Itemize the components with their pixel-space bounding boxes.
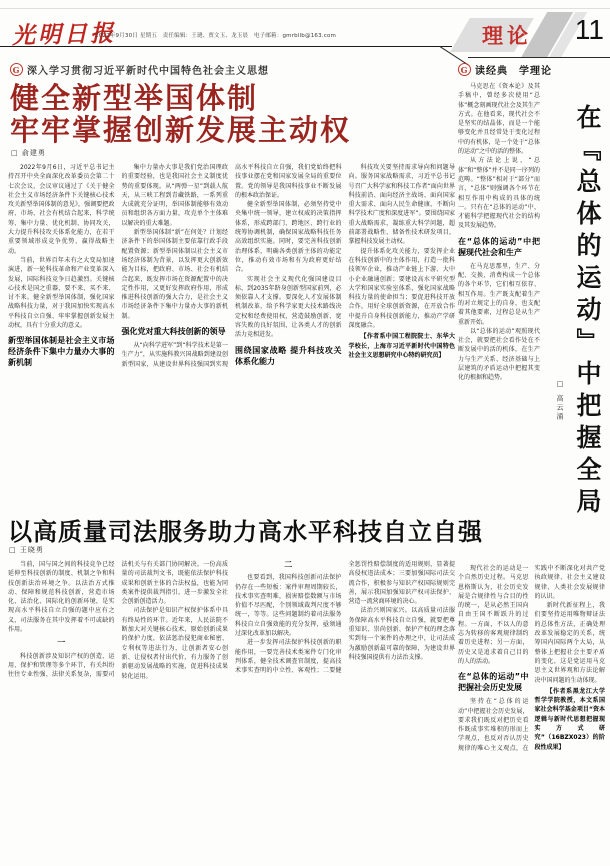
dateline: 2022年9月30日 星期五 责任编辑：王琎、贾文玉、龙玉晨 电子邮箱：gmrbllb@163.com	[95, 33, 337, 39]
paragraph-p: 法治兴则国家兴。以高质量司法服务保障高水平科技自立自强，就要把尊重知识、崇尚创新、保护产权的理念落实到每一个案件的办理之中，让司法成为激励创新最可靠的保障，为建设世界科技强国提供有力法治支撑。	[348, 607, 455, 661]
right-author: □ 高云涌	[556, 380, 564, 422]
paragraph-p: 现代社会的运动是一个自然历史过程。马克思恩格斯认为，社会历史发展是合规律性与合目的性的统一，是从必然王国向自由王国不断跃升的过程。一方面，不以人的意志为转移的客观规律制约着历史进程；另一方面，历史又是追求着自己目的的人的活动。	[458, 565, 529, 665]
main-headline	[10, 82, 351, 146]
main-kicker-label: 深入学习贯彻习近平新时代中国特色社会主义思想	[27, 66, 269, 77]
right-vertical-headline: 在『总体的运动』中把握全局	[573, 104, 602, 520]
paragraph-p: 坚持在“总体的运动”中把握社会历史发展，要求我们既反对把历史看作既成事实堆积的形而上学观点，也反对否认历史规律的唯心主义观点，在实践中不断深化对共产党执政规律、社会主义建设规律、人类社会发展规律的认识。	[458, 565, 605, 752]
paragraph-p: 从方法论上说，“总体”和“整体”并不是同一序列的范畴。“整体”相对于“部分”而言，“总体”则强调各个环节在相互作用中构成的具体的统一。只有在“总体的运动”中，才能科学把握现代社会的结构及其发展趋势。	[458, 157, 540, 230]
paragraph-p: 新型举国体制“新”在何处？计划经济条件下的举国体制主要依靠行政手段配置资源；新型举国体制以社会主义市场经济体制为背景，以发挥更大创新效能为目标，把政府、市场、社会有机结合起来，既发挥市场在资源配置中的决定性作用，又更好发挥政府作用，形成推进科技创新的强大合力，是社会主义市场经济条件下集中力量办大事的新机制。	[121, 229, 228, 320]
section-title: 理论	[482, 23, 532, 48]
section-tab	[438, 12, 610, 58]
paragraph-p: 科技攻关要坚持需求导向和问题导向。服务国家战略需求，习近平总书记号召广大科学家和科技工作者“面向世界科技前沿、面向经济主战场、面向国家重大需求、面向人民生命健康，不断向科学技术广度和深度进军”。要围绕国家重大战略需求，凝练重大科学问题，超前部署战略性、储备性技术研发项目，掌握科技发展主动权。	[348, 164, 455, 246]
paragraph-subhead: 在“总体的运动”中把握社会历史发展	[458, 672, 529, 693]
main-author: □ 俞建勇	[11, 149, 46, 157]
paragraph-marker: 一	[57, 638, 66, 648]
paragraph-credit: 【作者系黑龙江大学哲学学院教授，本文系国家社会科学基金项目“资本逻辑与新时代思想把握现实方式研究”（16BZX023）的阶段性成果】	[534, 687, 605, 751]
paragraph-p: 也要看到，我国科技创新司法保护仍存在一些短板：案件审理周期较长，技术事实查明难，损害赔偿数额与市场价值不尽匹配，个别领域裁判尺度不够统一，等等。这些问题制约着司法服务科技自立自强效能的充分发挥，亟须通过深化改革加以解决。	[235, 574, 342, 638]
guangming-g-icon: G	[458, 63, 471, 76]
paragraph-p: 司法保护是知识产权保护体系中具有终局性的环节。近年来，人民法院不断加大对关键核心技术、原始创新成果的保护力度，依法惩治侵犯商业秘密、专利权等违法行为，让创新者安心创新、让侵权者付出代价，有力服务了创新驱动发展战略的实施，促进科技成果转化运用。	[121, 607, 228, 680]
paragraph-p: 马克思在《资本论》及其手稿中，曾经多次使用“总体”概念刻画现代社会及其生产方式。在他看来，现代社会不是坚实的结晶体，而是一个能够变化并且经常处于变化过程中的有机体，是一个处于“总体的运动”之中的活的整体。	[458, 83, 540, 156]
paragraph-p: 新时代新征程上，我们要坚持运用唯物辩证法的总体性方法，正确处理改革发展稳定的关系，统筹国内国际两个大局，从整体上把握社会主要矛盾的变化，这是党运用马克思主义世界观和方法论解决中国问题的生动体现。	[534, 602, 605, 684]
newspaper-logo: 光明日报	[11, 19, 117, 50]
guangming-g-icon: G	[10, 63, 23, 76]
paragraph-p: 健全新型举国体制，必须坚持党中央集中统一领导，建立权威的决策指挥体系，形成跨部门、跨地区、跨行业的统筹协调机制，确保国家战略科技任务高效组织实施。同时，要完善科技创新治理体系，明确各类创新主体的功能定位，推动有效市场和有为政府更好结合。	[235, 201, 342, 274]
paragraph-p: 提升体系化攻关能力，要发挥企业在科技创新中的主体作用，打造一批科技领军企业，推动产业链上下游、大中小企业融通创新；要建设高水平研究型大学和国家实验室体系，强化国家战略科技力量的使命担当；要促进科技开放合作，用好全球创新资源，在开放合作中提升自身科技创新能力，推动产学研深度融合。	[348, 247, 455, 330]
paragraph-p: 以“总体的运动”观照现代社会，就要把社会看作处在不断发展中的活的机体，在生产力与生产关系、经济基础与上层建筑的矛盾运动中把握其变化的根据和趋势。	[458, 327, 540, 382]
main-article-body	[8, 163, 455, 545]
paragraph-p: 集中力量办大事是我们党治国理政的重要经验，也是我国社会主义制度优势的重要体现。从“两弹一星”到载人航天，从三峡工程到青藏铁路，一系列重大成就充分证明，举国体制能够有效动员和组织各方面力量，攻克单个主体难以解决的重大难题。	[121, 164, 228, 227]
paragraph-subhead: 在“总体的运动”中把握现代社会和生产	[458, 236, 540, 257]
paragraph-p: 从“向科学进军”到“科学技术是第一生产力”，从实施科教兴国战略到建设创新型国家，从建设世界科技强国到实现高水平科技自立自强，我们党始终把科技事业摆在党和国家发展全局的重要位置。党的领导是我国科技事业不断发展的根本政治保证。	[121, 164, 342, 368]
main-headline-line1: 健全新型举国体制	[10, 81, 259, 115]
tab-underline	[468, 57, 610, 58]
main-kicker	[10, 62, 269, 77]
paragraph-p: 当前，世界百年未有之大变局加速演进，新一轮科技革命和产业变革深入发展，国际科技竞争日趋激烈。关键核心技术是国之重器，要不来、买不来、讨不来。健全新型举国体制，强化国家战略科技力量，对于我国加快实现高水平科技自立自强、牢牢掌握创新发展主动权，具有十分重大的意义。	[8, 256, 115, 330]
paragraph-p: 科技创新涉及知识产权的创造、运用、保护和管理等多个环节，有关纠纷往往专业性强、法律关系复杂，需要司法机关与有关部门协同解决。一份高质量的司法裁判文书，既能依法保护科技成果和创新主体的合法权益，也能为同类案件提供裁判指引，进一步激发全社会创新创造活力。	[8, 561, 228, 679]
page-number: 11	[574, 14, 604, 45]
right-article-body-top	[458, 82, 540, 556]
paragraph-credit: 【作者系中国工程院院士、东华大学校长，上海市习近平新时代中国特色社会主义思想研究中心特约研究员】	[348, 333, 455, 359]
paragraph-p: 当前，国与国之间的科技竞争已经延伸至科技创新的制度、机制之争和科技创新法治环境之争。以法治方式推动、保障和规范科技创新，营造市场化、法治化、国际化的创新环境，是实现高水平科技自立自强的题中应有之义，司法服务在其中发挥着不可或缺的作用。	[8, 561, 115, 634]
right-article	[458, 80, 605, 860]
right-article-body-bottom	[458, 564, 605, 860]
paragraph-subhead: 强化党对重大科技创新的领导	[121, 327, 226, 337]
paragraph-p: 2022年9月6日，习近平总书记主持召开中央全面深化改革委员会第二十七次会议，会议审议通过了《关于健全社会主义市场经济条件下关键核心技术攻关新型举国体制的意见》，强调要把政府、市场、社会有机结合起来，科学统筹、集中力量、优化机制、协同攻关，大力提升科技攻关体系化能力，在若干重要领域形成竞争优势、赢得战略主动。	[8, 164, 115, 255]
top-hairline	[0, 8, 610, 9]
second-article-body	[8, 560, 455, 858]
paragraph-subhead: 围绕国家战略 提升科技攻关体系化能力	[235, 345, 342, 366]
right-kicker	[458, 62, 552, 77]
masthead-rule	[0, 46, 452, 47]
paragraph-p: 进一步发挥司法保护科技创新的职能作用，一要完善技术类案件专门化审判体系，健全技术调查官制度，提高技术事实查明的中立性、客观性；二要健全惩罚性赔偿制度的适用规则，显著提高侵权违法成本；三要加强国际司法交流合作，积极参与知识产权国际规则完善，展示我国加强知识产权司法保护、营造一流营商环境的决心。	[235, 561, 455, 675]
right-kicker-label: 读经典 学理论	[475, 66, 552, 77]
second-headline: 以高质量司法服务助力高水平科技自立自强	[8, 517, 483, 546]
second-author: □ 王晓勇	[9, 546, 44, 554]
paragraph-p: 实现社会主义现代化强国建设目标，到2035年跻身创新型国家前列，必须依靠人才支撑。要深化人才发展体制机制改革，给予科学家更大技术路线决定权和经费使用权，营造鼓励创新、宽容失败的良好氛围，让各类人才的创新活力竞相迸发。	[235, 275, 342, 339]
paragraph-marker: 二	[284, 560, 293, 569]
paragraph-p: 在马克思那里，生产、分配、交换、消费构成一个总体的各个环节，它们相互依存、相互作用。生产既支配着生产的对立规定上的自身，也支配着其他要素，过程总是从生产重新开始。	[458, 262, 540, 326]
main-headline-line2: 牢牢掌握创新发展主动权	[10, 113, 352, 147]
paragraph-subhead: 新型举国体制是社会主义市场经济条件下集中力量办大事的新机制	[8, 336, 115, 368]
